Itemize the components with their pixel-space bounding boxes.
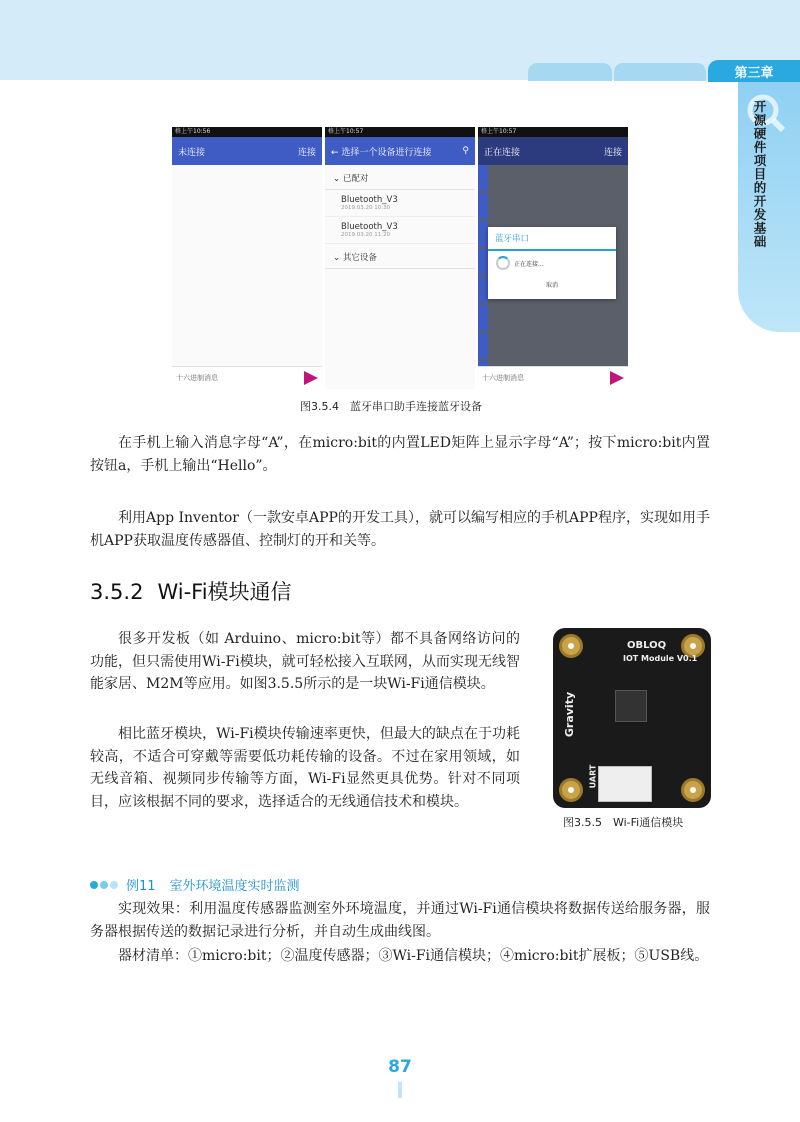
phone-screen-device-list — [325, 127, 475, 389]
dialog-cancel-button: 取消 — [545, 282, 558, 289]
wifi-module-photo — [553, 628, 711, 808]
figure-caption: 图3.5.4 蓝牙串口助手连接蓝牙设备 — [300, 400, 482, 413]
paired-section-header: ⌄ 已配对 — [325, 165, 475, 190]
send-icon — [610, 371, 624, 385]
message-input-bar — [478, 366, 628, 389]
send-icon — [304, 371, 318, 385]
connecting-dialog — [488, 227, 616, 299]
section-title: Wi-Fi模块通信 — [157, 580, 292, 604]
app-bar-title: 选择一个设备进行连接 — [341, 147, 432, 158]
connect-button: 连接 — [603, 147, 622, 158]
app-bar-title: 未连接 — [178, 147, 206, 158]
module-chip — [615, 690, 647, 722]
section-heading — [90, 576, 292, 606]
paragraph: 很多开发板（如 Arduino、micro:bit等）都不具备网络访问的功能，但只需使用Wi-Fi模块，就可轻松接入互联网，从而实现无线智能家居、M2M等应用。如图3.5.5所示的是一块Wi-Fi通信模块。 — [90, 631, 520, 692]
board-port-label: UART — [588, 764, 598, 789]
mounting-hole — [559, 778, 583, 802]
device-name: Bluetooth_V3 — [341, 222, 398, 232]
mounting-hole — [559, 634, 583, 658]
header-tab-decoration — [528, 63, 612, 81]
message-input-bar — [172, 366, 322, 389]
example-heading — [90, 875, 300, 894]
device-name: Bluetooth_V3 — [341, 195, 398, 205]
dot — [110, 881, 118, 889]
paragraph: 器材清单：①micro:bit；②温度传感器；③Wi-Fi通信模块；④micro:bit扩展板；⑤USB线。 — [118, 948, 709, 964]
dot — [100, 881, 108, 889]
list-background — [478, 165, 488, 367]
board-label: OBLOQ — [627, 640, 667, 651]
dot — [90, 881, 98, 889]
module-connector — [598, 766, 652, 802]
device-item — [325, 217, 475, 244]
paragraph: 相比蓝牙模块，Wi-Fi模块传输速率更快，但最大的缺点在于功耗较高，不适合可穿戴等需要低功耗传输的设备。不过在家用领域，如无线音箱、视频同步传输等方面，Wi-Fi显然更具优势。针对不同项目，应该根据不同的要求，选择适合的无线通信技术和模块。 — [90, 726, 520, 810]
spinner-icon — [496, 256, 510, 270]
board-label: IOT Module V0.1 — [623, 654, 698, 663]
page-number-marker — [398, 1082, 402, 1098]
paragraph: 利用App Inventor（一款安卓APP的开发工具），就可以编写相应的手机APP程序，实现如用手机APP获取温度传感器值、控制灯的开和关等。 — [90, 510, 710, 549]
paragraph: 在手机上输入消息字母“A”，在micro:bit的内置LED矩阵上显示字母“A”；按下micro:bit内置按钮a，手机上输出“Hello”。 — [90, 435, 710, 474]
status-bar: 格上午10:57 — [325, 127, 475, 137]
mounting-hole — [681, 778, 705, 802]
search-icon: ⚲ — [462, 146, 469, 156]
header-tab-decoration — [614, 63, 706, 81]
connect-button: 连接 — [297, 147, 316, 158]
paragraph: 实现效果：利用温度传感器监测室外环境温度，并通过Wi-Fi通信模块将数据传送给服务器，服务器根据传送的数据记录进行分析，并自动生成曲线图。 — [90, 901, 710, 940]
figure-caption: 图3.5.5 Wi-Fi通信模块 — [563, 816, 684, 829]
device-detail: 2019.03.20 10:30 — [341, 205, 391, 211]
message-input-placeholder: 十六进制消息 — [176, 374, 218, 382]
example-dots-icon — [90, 881, 120, 889]
side-chapter-title: 开源硬件项目的开发基础 — [752, 100, 767, 249]
app-bar-title: 正在连接 — [484, 147, 521, 158]
dialog-title: 蓝牙串口 — [488, 227, 616, 251]
chapter-tab — [708, 60, 800, 82]
app-bar — [172, 137, 322, 165]
other-devices-section-header: ⌄ 其它设备 — [325, 244, 475, 269]
chapter-label: 第三章 — [734, 65, 774, 81]
page-number: 87 — [388, 1057, 412, 1077]
phone-screen-disconnected — [172, 127, 322, 389]
example-title: 室外环境温度实时监测 — [169, 879, 300, 894]
phone-screen-connecting — [478, 127, 628, 389]
status-bar: 格上午10:57 — [478, 127, 628, 137]
section-number: 3.5.2 — [90, 580, 144, 604]
app-bar — [325, 137, 475, 165]
device-detail: 2019.03.20 11:20 — [341, 232, 391, 238]
dialog-message: 正在连接... — [488, 251, 616, 268]
app-bar — [478, 137, 628, 165]
device-item — [325, 190, 475, 217]
message-input-placeholder: 十六进制消息 — [482, 374, 524, 382]
example-label: 例11 — [126, 879, 156, 894]
back-arrow-icon: ← — [331, 147, 342, 158]
board-brand: Gravity — [563, 691, 577, 738]
status-bar: 格上午10:56 — [172, 127, 322, 137]
